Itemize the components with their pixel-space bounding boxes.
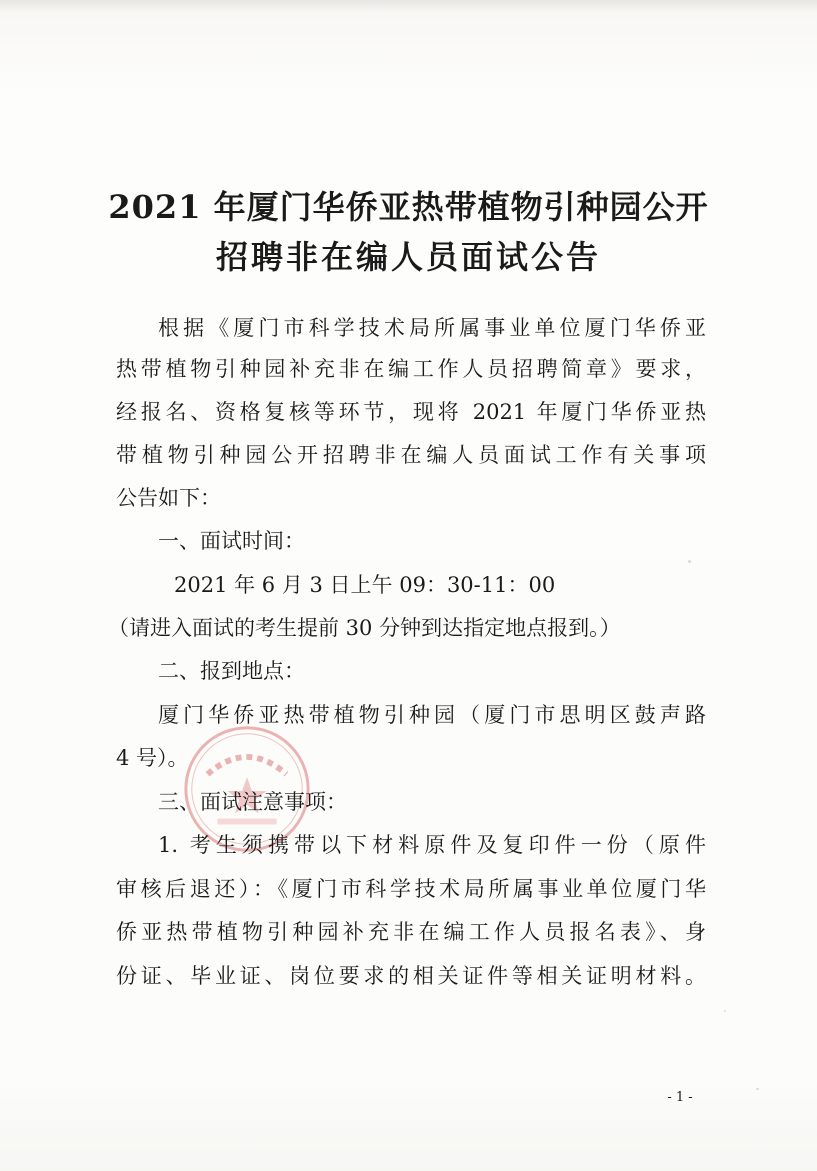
scan-edge-shadow [0, 0, 817, 12]
scan-speck [756, 1088, 759, 1090]
notice-line-4: 份证、毕业证、岗位要求的相关证件等相关证明材料。 [116, 964, 706, 988]
intro-line-3: 经报名、资格复核等环节，现将 2021 年厦门华侨亚热 [116, 400, 706, 424]
intro-line-4: 带植物引种园公开招聘非在编人员面试工作有关事项 [116, 443, 706, 467]
intro-line-5: 公告如下： [116, 486, 221, 510]
section-2-heading: 二、报到地点： [158, 659, 305, 683]
intro-line-2: 热带植物引种园补充非在编工作人员招聘简章》要求， [116, 357, 706, 381]
section-3-heading: 三、面试注意事项： [158, 790, 347, 814]
notice-line-3: 侨亚热带植物引种园补充非在编工作人员报名表》、身 [116, 920, 706, 944]
interview-time: 2021 年 6 月 3 日上午 09：30-11：00 [174, 573, 556, 597]
document-title-line-1: 2021 年厦门华侨亚热带植物引种园公开 [108, 188, 709, 226]
section-1-heading: 一、面试时间： [158, 529, 305, 553]
intro-line-1: 根据《厦门市科学技术局所属事业单位厦门华侨亚 [158, 316, 706, 340]
notice-line-2: 审核后退还）：《厦门市科学技术局所属事业单位厦门华 [116, 877, 706, 901]
scan-speck [688, 560, 691, 563]
page-number: - 1 - [667, 1090, 693, 1105]
interview-time-note: （请进入面试的考生提前 30 分钟到达指定地点报到。） [108, 616, 621, 640]
location-line-2: 4 号）。 [116, 746, 189, 770]
location-line-1: 厦门华侨亚热带植物引种园（厦门市思明区鼓声路 [158, 703, 706, 727]
document-title-line-2: 招聘非在编人员面试公告 [215, 238, 601, 276]
scan-speck [724, 1010, 726, 1012]
notice-line-1: 1. 考生须携带以下材料原件及复印件一份（原件 [158, 833, 706, 857]
